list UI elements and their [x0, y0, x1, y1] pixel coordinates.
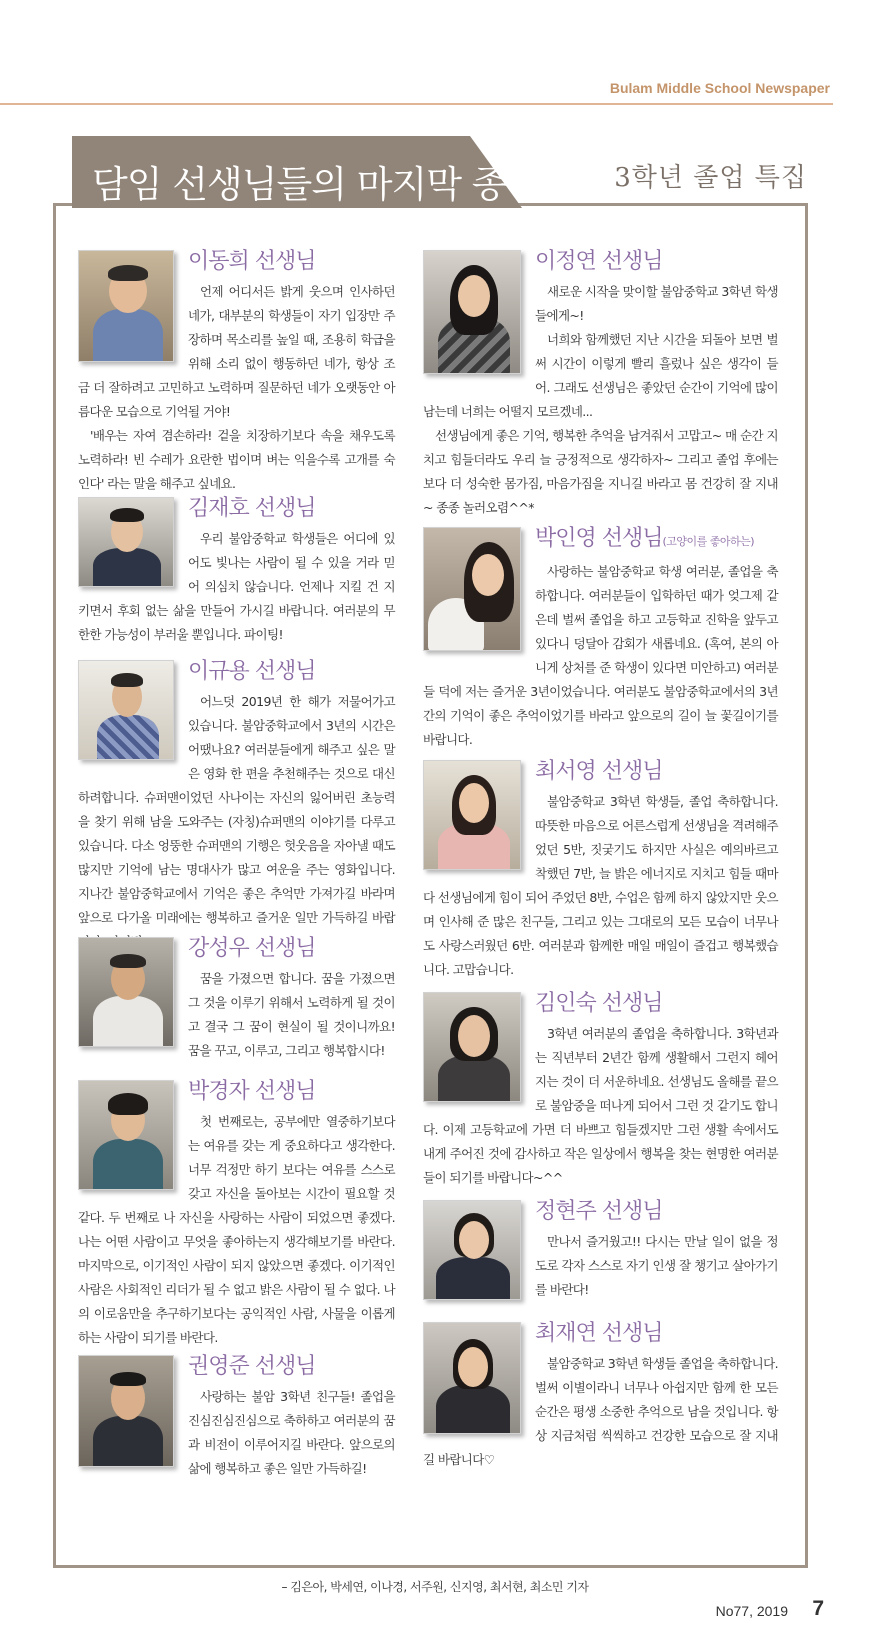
- teacher-photo: [78, 1080, 174, 1190]
- teacher-message: 새로운 시작을 맞이할 불암중학교 3학년 학생들에게~!: [535, 284, 778, 323]
- teacher-photo: [78, 937, 174, 1047]
- teacher-message: 불암중학교 3학년 학생들, 졸업 축하합니다. 따뜻한 마음으로 어른스럽게 선생님을 격려해주었던 5반, 짓궂기도 하지만 사실은 예의바르고 착했던 7반, 늘 밝은 에너지로 지치고 힘들 때마다 선생님에게 힘이 되어 주었던 8반, 수업은 함께 하지 않았지만 웃으며 인사해 준 많은 친구들, 그리고 있는 그대로의 모든 모습이 너무나도 사랑스러웠던 6반. 여러분과 함께한 매일 매일이 즐겁고 행복했습니다. 고맙습니다.: [423, 794, 778, 977]
- teacher-message: 어느덧 2019년 한 해가 저물어가고 있습니다. 불암중학교에서 3년의 시간은 어땠나요? 여러분들에게 해주고 싶은 말은 영화 한 편을 추천해주는 것으로 대신하려합니다. 슈퍼맨이었던 사나이는 자신의 잃어버린 초능력을 찾기 위해 남을 도와주는 (자칭)슈퍼맨의 이야기를 다루고 있습니다. 다소 엉뚱한 슈퍼맨의 기행은 헛웃음을 자아낼 때도 많지만 기억에 남는 명대사가 많고 여운을 주는 영화입니다. 지나간 불암중학교에서 기억은 좋은 추억만 가져가길 바라며 앞으로 다가올 미래에는 행복하고 즐거운 일만 가득하길 바랍: [78, 694, 395, 925]
- teacher-photo: [78, 1355, 174, 1467]
- teacher-card-lee-gyuyong: [78, 658, 395, 954]
- teacher-message: 3학년 여러분의 졸업을 축하합니다. 3학년과는 직년부터 2년간 함께 생활해서 그런지 헤어지는 것이 더 서운하네요. 선생님도 올해를 끝으로 불암중을 떠나게 되어서 그런 것 같기도 합니다. 이제 고등학교에 가면 더 바쁘고 힘들겠지만 그런 생활 속에서도 내게 주어진 것에 감사하고 작은 일상에서 행복을 찾는 현명한 여러분들이 되기를 바랍니다~^^: [423, 1026, 778, 1185]
- masthead: Bulam Middle School Newspaper: [609, 80, 830, 96]
- teacher-card-kwon-youngjun: [78, 1353, 395, 1481]
- teacher-name: 이정연 선생님: [535, 249, 663, 274]
- teacher-card-lee-jungyeon: [423, 248, 778, 520]
- teacher-name: 이규용 선생님: [188, 659, 316, 684]
- reporter-credits: – 김은아, 박세연, 이나경, 서주원, 신지영, 최서현, 최소민 기자: [281, 1580, 589, 1594]
- header-rule: [0, 103, 833, 105]
- teacher-card-kim-jaeho: [78, 495, 395, 647]
- teacher-card-choi-seoyoung: [423, 758, 778, 982]
- title-banner: [72, 136, 542, 218]
- teacher-name-text: 박인영 선생님: [535, 526, 663, 551]
- teacher-photo: [423, 250, 521, 374]
- teacher-card-park-kyungja: [78, 1078, 395, 1350]
- teacher-message: 언제 어디서든 밝게 웃으며 인사하던 네가, 대부분의 학생들이 자기 입장만 주장하며 목소리를 높일 때, 조용히 학급을 위해 소리 없이 행동하던 네가, 항상 조금 더 잘하려고 고민하고 노력하며 질문하던 네가 오랫동안 아름다운 모습으로 기억될 거야!: [78, 284, 395, 419]
- teacher-name: 박경자 선생님: [188, 1079, 316, 1104]
- teacher-name: 김재호 선생님: [188, 496, 316, 521]
- teacher-name: 이동희 선생님: [188, 249, 316, 274]
- issue-number: No77, 2019: [715, 1603, 788, 1619]
- teacher-name: 최서영 선생님: [535, 759, 663, 784]
- teacher-name: 강성우 선생님: [188, 936, 316, 961]
- page-number: 7: [812, 1597, 824, 1620]
- page-title: 담임 선생님들의 마지막 종례: [92, 163, 542, 206]
- teacher-message: 우리 불암중학교 학생들은 어디에 있어도 빛나는 사람이 될 수 있을 거라 믿어 의심치 않습니다. 언제나 지킬 건 지키면서 후회 없는 삶을 만들어 가시길 바랍니다. 여러분의 무한한 가능성이 부러울 뿐입니다. 파이팅!: [78, 531, 395, 642]
- teacher-message: 사랑하는 불암 3학년 친구들! 졸업을 진심진심진심으로 축하하고 여러분의 꿈과 비전이 이루어지길 바란다. 앞으로의 삶에 행복하고 좋은 일만 가득하길!: [188, 1389, 395, 1476]
- teacher-card-kang-sungwoo: [78, 935, 395, 1063]
- teacher-card-kim-insook: [423, 990, 778, 1190]
- teacher-name: 최재연 선생님: [535, 1321, 663, 1346]
- teacher-message: 꿈을 가졌으면 합니다. 꿈을 가졌으면 그 것을 이루기 위해서 노력하게 될 것이고 결국 그 꿈이 현실이 될 것이니까요! 꿈을 꾸고, 이루고, 그리고 행복합시다!: [188, 971, 395, 1058]
- teacher-photo: [78, 660, 174, 760]
- teacher-message: 첫 번째로는, 공부에만 열중하기보다는 여유를 갖는 게 중요하다고 생각한다. 너무 걱정만 하기 보다는 여유를 스스로 갖고 자신을 돌아보는 시간이 필요할 것 같다. 두 번째로 나 자신을 사랑하는 사람이 되었으면 좋겠다. 나는 어떤 사람이고 무엇을 좋아하는지 생각해보기를 바란다. 마지막으로, 이기적인 사람이 되지 않았으면 좋겠다. 이기적인 사람은 사회적인 리더가 될 수 없고 밝은 사람이 될 수 없다. 나의 이로움만을 추구하기보다는 공익적인 사람, 사물을 이롭게 하는 사람이 되기를 바란다.: [78, 1114, 395, 1345]
- teacher-message: '배우는 자여 겸손하라! 겉을 치장하기보다 속을 채우도록 노력하라! 빈 수레가 요란한 법이며 벼는 익을수록 고개를 숙인다' 라는 말을 해주고 싶네요.: [78, 428, 395, 491]
- teacher-message: 불암중학교 3학년 학생들 졸업을 축하합니다. 벌써 이별이라니 너무나 아쉽지만 함께 한 모든 순간은 평생 소중한 추억으로 남을 것입니다. 항상 지금처럼 씩씩하고 건강한 모습으로 잘 지내길 바랍니다♡: [423, 1356, 778, 1467]
- teacher-message: 너희와 함께했던 지난 시간을 되돌아 보면 벌써 시간이 이렇게 빨리 흘렀나 싶은 생각이 들어. 그래도 선생님은 좋았던 순간이 기억에 많이 남는데 너희는 어떨지 모르겠네...: [423, 332, 778, 419]
- teacher-photo: [423, 1200, 521, 1300]
- teacher-photo: [78, 497, 174, 587]
- teacher-name: 권영준 선생님: [188, 1354, 316, 1379]
- teacher-photo: [423, 1322, 521, 1434]
- teacher-card-jung-hyunjoo: [423, 1198, 778, 1306]
- teacher-name: 정현주 선생님: [535, 1199, 663, 1224]
- section-label: 3학년 졸업 특집: [614, 163, 807, 193]
- teacher-photo: [423, 760, 521, 870]
- teacher-message: 만나서 즐거웠고!! 다시는 만날 일이 없을 정도로 각자 스스로 자기 인생 잘 챙기고 살아가기를 바란다!: [535, 1234, 778, 1297]
- teacher-message: 선생님에게 좋은 기억, 행복한 추억을 남겨줘서 고맙고~ 매 순간 지치고 힘들더라도 우리 늘 긍정적으로 생각하자~ 그리고 졸업 후에는 보다 더 성숙한 몸가짐, 마음가짐을 지니길 바라고 몸 건강히 잘 지내~ 종종 놀러오렴^^*: [423, 428, 778, 515]
- teacher-photo: [78, 250, 174, 362]
- teacher-message: 사랑하는 불암중학교 학생 여러분, 졸업을 축하합니다. 여러분들이 입학하던 때가 엊그제 같은데 벌써 졸업을 하고 고등학교 진학을 앞두고 있다니 덩달아 감회가 새롭네요. (혹여, 본의 아니게 상처를 준 학생이 있다면 미안하고) 여러분들 덕에 저는 즐거운 3년이었습니다. 여러분도 불암중학교에서의 3년간의 기억이 좋은 추억이었기를 바라고 앞으로의 길이 늘 꽃길이기를 바랍니다.: [423, 564, 778, 747]
- teacher-photo: [423, 992, 521, 1102]
- teacher-card-lee-donghee: [78, 248, 395, 496]
- teacher-name-note: (고양이를 좋아하는): [662, 535, 755, 548]
- teacher-photo: [423, 527, 521, 651]
- teacher-card-park-inyoung: [423, 525, 778, 752]
- teacher-card-choi-jaeyeon: [423, 1320, 778, 1472]
- teacher-name: 김인숙 선생님: [535, 991, 663, 1016]
